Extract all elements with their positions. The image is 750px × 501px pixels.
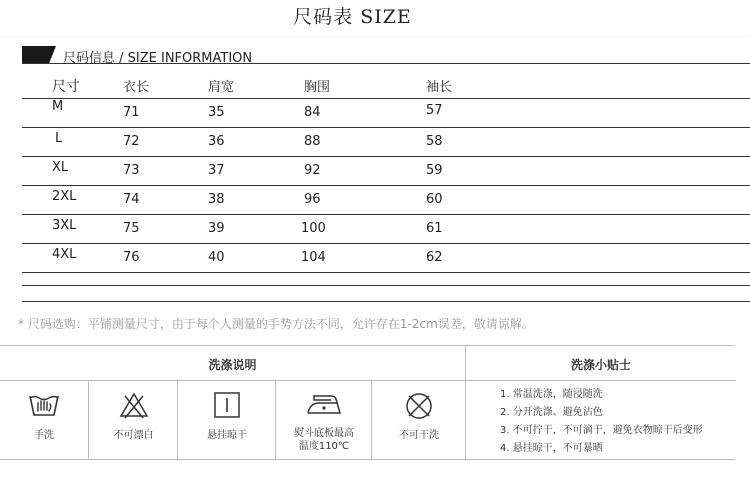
section-underline <box>22 63 750 64</box>
table-row <box>22 215 750 244</box>
wash-panel <box>0 345 735 460</box>
sleeve-cell: 61 <box>426 221 443 236</box>
wash-icon-cell <box>0 381 88 459</box>
shoulder-cell: 37 <box>208 163 225 178</box>
shoulder-cell: 39 <box>208 221 225 236</box>
wash-title-row <box>0 346 465 381</box>
header-chest: 胸围 <box>304 80 331 95</box>
table-row <box>22 244 750 273</box>
wash-icon-cell <box>275 381 372 459</box>
page-title: 尺码表 SIZE <box>293 6 412 28</box>
wash-icon-label <box>276 427 372 453</box>
chest-cell: 100 <box>301 221 326 236</box>
header-size: 尺寸 <box>52 79 80 95</box>
length-cell: 71 <box>123 105 140 120</box>
shoulder-cell: 35 <box>208 105 225 120</box>
table-row <box>22 128 750 157</box>
length-cell: 73 <box>123 163 140 178</box>
table-row <box>22 99 750 128</box>
hang-dry-icon <box>212 391 242 419</box>
chest-cell: 92 <box>304 163 321 178</box>
wash-icon-cell <box>371 381 466 459</box>
length-cell: 72 <box>123 134 140 149</box>
section-marker <box>22 46 56 63</box>
chest-cell: 88 <box>304 134 321 149</box>
wash-icon-cell <box>88 381 178 459</box>
tip-item: 1. 常温洗涤，随浸随洗 <box>500 389 603 400</box>
tips-title-row <box>466 346 736 381</box>
size-cell: XL <box>52 160 69 175</box>
no-bleach-icon <box>118 391 150 419</box>
wash-title: 洗涤说明 <box>208 358 257 372</box>
tips-list <box>500 386 736 458</box>
size-note: * 尺码选购：平铺测量尺寸，由于每个人测量的手势方法不同，允许存在1-2cm误差，敬请谅解。 <box>18 317 534 331</box>
iron-icon <box>305 391 343 419</box>
tip-item: 4. 悬挂晾干，不可暴晒 <box>500 443 603 454</box>
iron-label-line2: 温度110℃ <box>298 441 350 452</box>
hand-wash-icon <box>27 391 61 419</box>
length-cell: 76 <box>123 250 140 265</box>
size-cell: 2XL <box>52 189 77 204</box>
size-table <box>22 68 750 302</box>
wash-tips <box>465 346 736 459</box>
shoulder-cell: 36 <box>208 134 225 149</box>
length-cell: 75 <box>123 221 140 236</box>
size-cell: 3XL <box>52 218 77 233</box>
sleeve-cell: 60 <box>426 192 443 207</box>
table-row <box>22 157 750 186</box>
shoulder-cell: 40 <box>208 250 225 265</box>
empty-row <box>22 273 750 302</box>
shoulder-cell: 38 <box>208 192 225 207</box>
wash-icon-label: 悬挂晾干 <box>207 430 247 441</box>
header-length: 衣长 <box>123 80 150 95</box>
wash-icons <box>0 381 465 459</box>
sleeve-cell: 58 <box>426 134 443 149</box>
header-shoulder: 肩宽 <box>208 80 235 95</box>
chest-cell: 104 <box>301 250 326 265</box>
iron-label-line1: 熨斗底板最高 <box>294 428 354 439</box>
size-cell: 4XL <box>52 247 77 262</box>
top-divider <box>0 36 750 37</box>
header-sleeve: 袖长 <box>426 80 453 95</box>
chest-cell: 96 <box>304 192 321 207</box>
table-bottom-line <box>22 285 750 286</box>
size-cell: L <box>55 131 63 146</box>
section-header <box>22 46 750 66</box>
sleeve-cell: 57 <box>426 103 443 118</box>
size-cell: M <box>52 99 64 114</box>
length-cell: 74 <box>123 192 140 207</box>
wash-icon-label: 手洗 <box>34 430 54 441</box>
wash-icon-cell <box>177 381 276 459</box>
no-dry-clean-icon <box>403 391 435 421</box>
tips-title: 洗涤小贴士 <box>570 358 631 372</box>
sleeve-cell: 59 <box>426 163 443 178</box>
section-label: 尺码信息 / SIZE INFORMATION <box>63 51 253 66</box>
wash-icon-label: 不可干洗 <box>399 430 439 441</box>
sleeve-cell: 62 <box>426 250 443 265</box>
wash-instructions <box>0 346 465 459</box>
chest-cell: 84 <box>304 105 321 120</box>
table-row <box>22 186 750 215</box>
wash-icon-label: 不可漂白 <box>113 430 154 441</box>
tip-item: 3. 不可拧干，不可滴干，避免衣物晾干后变形 <box>500 425 703 436</box>
table-header <box>22 68 750 99</box>
tip-item: 2. 分开洗涤、避免沾色 <box>500 407 603 418</box>
